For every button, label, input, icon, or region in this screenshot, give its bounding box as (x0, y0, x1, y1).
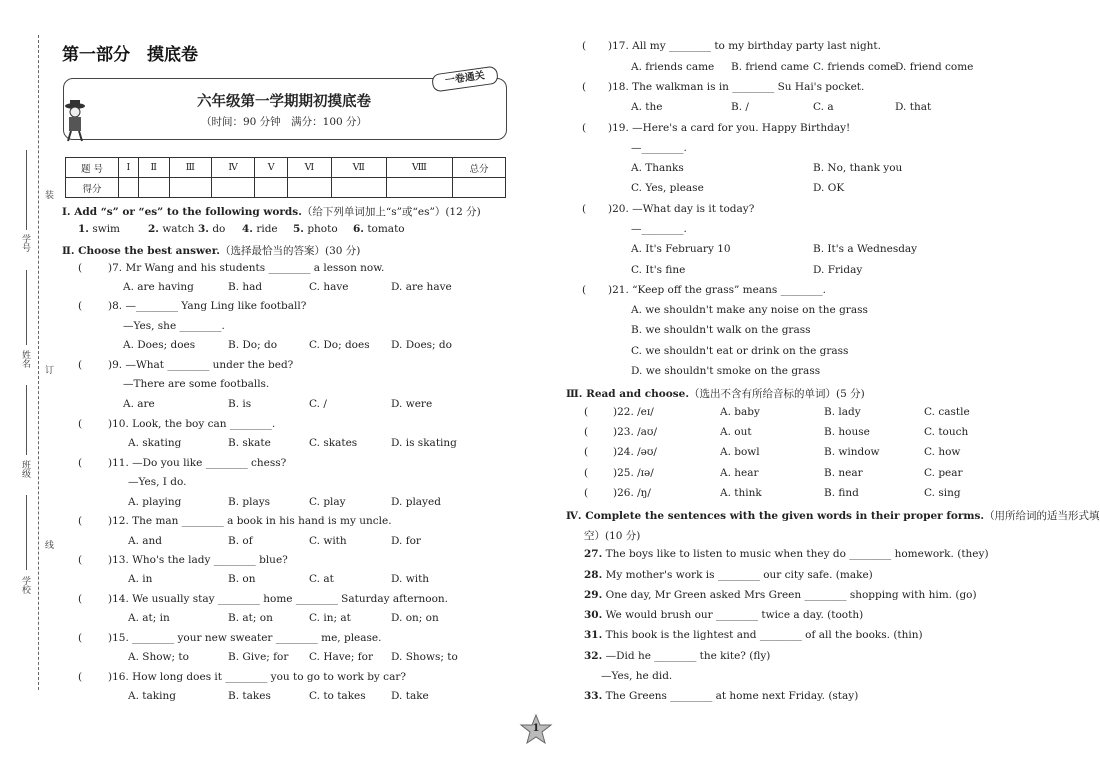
option[interactable]: C. at (309, 573, 334, 585)
option[interactable]: C. sing (924, 487, 961, 499)
option[interactable]: A. playing (128, 496, 182, 508)
option[interactable]: A. Does; does (123, 339, 196, 351)
page-number: 1 (532, 723, 540, 734)
option[interactable]: A. taking (128, 690, 176, 702)
school-blank[interactable] (26, 495, 27, 570)
option[interactable]: C. play (309, 496, 346, 508)
option[interactable]: C. how (924, 446, 961, 458)
exam-title: 六年级第一学期期初摸底卷 (197, 94, 371, 110)
answer-paren[interactable]: ( (582, 81, 587, 93)
option[interactable]: C. skates (309, 437, 358, 449)
option[interactable]: B. lady (824, 406, 861, 418)
section-4-title: Ⅳ. Complete the sentences with the given words in their proper forms. (566, 510, 985, 522)
section-3-heading (566, 386, 865, 401)
question-20: )20. —What day is it today? (608, 203, 755, 215)
score-header-cell: Ⅱ (138, 158, 169, 178)
answer-paren[interactable]: ( (584, 406, 589, 418)
question-9-line2: —There are some footballs. (123, 378, 270, 390)
section-1-heading (62, 204, 481, 219)
option[interactable]: D. were (391, 398, 433, 410)
option[interactable]: B. near (824, 467, 863, 479)
answer-paren[interactable]: ( (584, 487, 589, 499)
section-1-title-cn: （给下列单词加上“s”或“es”）(12 分) (301, 206, 481, 218)
question-15: )15. ________ your new sweater ________ me, please. (108, 632, 382, 644)
score-header-cell: Ⅲ (169, 158, 211, 178)
option[interactable]: A. the (631, 101, 663, 113)
score-header-cell: Ⅰ (119, 158, 139, 178)
word-item: 2. watch (148, 223, 195, 235)
question-7: )7. Mr Wang and his students ________ a lesson now. (108, 262, 385, 274)
option[interactable]: A. we shouldn't make any noise on the grass (631, 304, 868, 316)
option[interactable]: A. baby (720, 406, 760, 418)
section-4-title-cn: （用所给词的适当形式填 (984, 510, 1100, 522)
answer-paren[interactable]: ( (582, 122, 587, 134)
question-33: 33. The Greens ________ at home next Friday. (stay) (584, 690, 859, 702)
answer-paren[interactable]: ( (582, 284, 587, 296)
option[interactable]: B. plays (228, 496, 271, 508)
option[interactable]: A. and (128, 535, 163, 547)
option[interactable]: B. friend came (731, 61, 810, 73)
question-23: )23. /aʊ/ (613, 426, 657, 438)
question-27: 27. The boys like to listen to music when they do ________ homework. (they) (584, 548, 989, 560)
option[interactable]: D. for (391, 535, 421, 547)
option[interactable]: B. find (824, 487, 859, 499)
option[interactable]: C. in; at (309, 612, 351, 624)
option[interactable]: D. friend come (895, 61, 974, 73)
option[interactable]: B. / (731, 101, 749, 113)
binding-line (38, 35, 39, 690)
option[interactable]: A. think (720, 487, 762, 499)
question-32: 32. —Did he ________ the kite? (fly) (584, 650, 771, 662)
answer-paren[interactable]: ( (584, 446, 589, 458)
option[interactable]: D. that (895, 101, 932, 113)
option[interactable]: C. castle (924, 406, 970, 418)
answer-paren[interactable]: ( (78, 359, 83, 371)
option[interactable]: D. on; on (391, 612, 439, 624)
question-16: )16. How long does it ________ you to go to work by car? (108, 671, 406, 683)
section-4-heading (566, 508, 1100, 523)
answer-paren[interactable]: ( (78, 300, 83, 312)
option[interactable]: C. Yes, please (631, 182, 704, 194)
option[interactable]: D. take (391, 690, 429, 702)
section-3-title: Ⅲ. Read and choose. (566, 388, 690, 400)
student-id-blank[interactable] (26, 150, 27, 230)
score-header-row (66, 158, 506, 178)
gutter-xuexiao: 学校 (20, 576, 30, 594)
gutter-zhuang: 装 (43, 190, 53, 199)
gutter-xuehao: 学号 (20, 234, 30, 252)
question-21: )21. “Keep off the grass” means ________. (608, 284, 826, 296)
word-item: 5. photo (293, 223, 338, 235)
word-item: 1. swim (78, 223, 121, 235)
word-item: 4. ride (242, 223, 278, 235)
score-table (65, 157, 506, 198)
section-3-title-cn: （选出不含有所给音标的单词）(5 分) (689, 388, 865, 400)
question-26: )26. /ŋ/ (613, 487, 651, 499)
score-header-cell: Ⅵ (288, 158, 332, 178)
option[interactable]: D. OK (813, 182, 845, 194)
option[interactable]: B. of (228, 535, 253, 547)
option[interactable]: A. Show; to (128, 651, 189, 663)
score-header-cell: 总分 (453, 158, 506, 178)
option[interactable]: A. out (720, 426, 752, 438)
option[interactable]: D. Shows; to (391, 651, 458, 663)
word-item: 3. do (198, 223, 226, 235)
option[interactable]: A. It's February 10 (631, 243, 731, 255)
option[interactable]: D. are have (391, 281, 452, 293)
answer-paren[interactable]: ( (582, 40, 587, 52)
question-9: )9. —What ________ under the bed? (108, 359, 294, 371)
question-12: )12. The man ________ a book in his hand is my uncle. (108, 515, 392, 527)
question-11-line2: —Yes, I do. (128, 476, 187, 488)
option[interactable]: C. Do; does (309, 339, 370, 351)
option[interactable]: C. with (309, 535, 347, 547)
question-30: 30. We would brush our ________ twice a day. (tooth) (584, 609, 864, 621)
section-1-title: Ⅰ. Add “s” or “es” to the following words. (62, 206, 302, 218)
option[interactable]: D. with (391, 573, 430, 585)
question-29: 29. One day, Mr Green asked Mrs Green ________ shopping with him. (go) (584, 589, 977, 601)
question-19: )19. —Here's a card for you. Happy Birthday! (608, 122, 851, 134)
option[interactable]: C. / (309, 398, 327, 410)
score-cell[interactable] (331, 178, 386, 198)
answer-paren[interactable]: ( (582, 203, 587, 215)
score-header-cell: Ⅳ (211, 158, 255, 178)
option[interactable]: D. Friday (813, 264, 863, 276)
answer-paren[interactable]: ( (78, 671, 83, 683)
question-25: )25. /ɪə/ (613, 467, 654, 479)
option[interactable]: C. It's fine (631, 264, 686, 276)
option[interactable]: B. at; on (228, 612, 273, 624)
option[interactable]: C. friends come (813, 61, 897, 73)
question-11: )11. —Do you like ________ chess? (108, 457, 287, 469)
gutter-xian: 线 (43, 540, 53, 549)
question-18: )18. The walkman is in ________ Su Hai's pocket. (608, 81, 865, 93)
score-label: 得分 (66, 178, 119, 198)
question-10: )10. Look, the boy can ________. (108, 418, 276, 430)
score-cell[interactable] (288, 178, 332, 198)
option[interactable]: A. skating (128, 437, 182, 449)
question-13: )13. Who's the lady ________ blue? (108, 554, 288, 566)
score-header-cell: Ⅷ (386, 158, 452, 178)
score-cell[interactable] (211, 178, 255, 198)
question-8: )8. —________ Yang Ling like football? (108, 300, 307, 312)
option[interactable]: B. is (228, 398, 252, 410)
gutter-ding: 订 (43, 365, 53, 374)
option[interactable]: A. are (123, 398, 155, 410)
question-28: 28. My mother's work is ________ our city safe. (make) (584, 569, 873, 581)
option[interactable]: B. we shouldn't walk on the grass (631, 324, 811, 336)
question-8-line2: —Yes, she ________. (123, 320, 225, 332)
option[interactable]: B. window (824, 446, 880, 458)
gutter-banji: 班级 (20, 460, 30, 478)
option[interactable]: C. we shouldn't eat or drink on the grass (631, 345, 849, 357)
score-row (66, 178, 506, 198)
section-4-title-cn-2: 空）(10 分) (584, 530, 641, 542)
section-2-title-cn: （选择最恰当的答案）(30 分) (219, 245, 361, 257)
answer-paren[interactable]: ( (78, 515, 83, 527)
class-blank[interactable] (26, 385, 27, 455)
section-2-heading (62, 243, 360, 258)
answer-paren[interactable]: ( (78, 632, 83, 644)
option[interactable]: B. on (228, 573, 256, 585)
option[interactable]: B. Give; for (228, 651, 289, 663)
option[interactable]: A. are having (123, 281, 194, 293)
option[interactable]: C. have (309, 281, 349, 293)
option[interactable]: A. in (128, 573, 153, 585)
section-2-title: Ⅱ. Choose the best answer. (62, 245, 220, 257)
question-24: )24. /əʊ/ (613, 446, 657, 458)
score-cell[interactable] (255, 178, 288, 198)
option[interactable]: B. Do; do (228, 339, 278, 351)
option[interactable]: C. pear (924, 467, 963, 479)
option[interactable]: D. played (391, 496, 441, 508)
option[interactable]: A. hear (720, 467, 759, 479)
option[interactable]: C. a (813, 101, 834, 113)
option[interactable]: C. to takes (309, 690, 366, 702)
answer-paren[interactable]: ( (78, 262, 83, 274)
option[interactable]: A. friends came (631, 61, 715, 73)
option[interactable]: B. skate (228, 437, 271, 449)
question-14: )14. We usually stay ________ home ________ Saturday afternoon. (108, 593, 448, 605)
score-header-cell: Ⅶ (331, 158, 386, 178)
question-17: )17. All my ________ to my birthday party last night. (608, 40, 881, 52)
exam-subtitle: （时间：90 分钟 满分：100 分） (200, 116, 368, 128)
option[interactable]: C. Have; for (309, 651, 373, 663)
name-blank[interactable] (26, 270, 27, 345)
answer-paren[interactable]: ( (584, 467, 589, 479)
gutter-xingming: 姓名 (20, 350, 30, 368)
part-title: 第一部分 摸底卷 (62, 45, 198, 65)
option[interactable]: A. Thanks (631, 162, 684, 174)
answer-paren[interactable]: ( (78, 457, 83, 469)
option[interactable]: D. Does; do (391, 339, 452, 351)
option[interactable]: C. touch (924, 426, 969, 438)
question-22: )22. /eɪ/ (613, 406, 654, 418)
option[interactable]: B. No, thank you (813, 162, 903, 174)
option[interactable]: A. at; in (128, 612, 170, 624)
answer-paren[interactable]: ( (78, 554, 83, 566)
answer-paren[interactable]: ( (78, 593, 83, 605)
option[interactable]: B. It's a Wednesday (813, 243, 918, 255)
option[interactable]: D. we shouldn't smoke on the grass (631, 365, 821, 377)
score-cell[interactable] (386, 178, 452, 198)
option[interactable]: B. had (228, 281, 263, 293)
answer-paren[interactable]: ( (584, 426, 589, 438)
answer-paren[interactable]: ( (78, 418, 83, 430)
question-31: 31. This book is the lightest and ________ of all the books. (thin) (584, 629, 923, 641)
option[interactable]: A. bowl (720, 446, 760, 458)
question-19-line2: —________. (631, 142, 687, 154)
option[interactable]: B. house (824, 426, 870, 438)
option[interactable]: D. is skating (391, 437, 457, 449)
score-header-cell: 题 号 (66, 158, 119, 178)
score-header-cell: Ⅴ (255, 158, 288, 178)
badge: 一卷通关 (431, 65, 499, 92)
question-32-line2: —Yes, he did. (601, 670, 673, 682)
score-cell[interactable] (453, 178, 506, 198)
question-20-line2: —________. (631, 223, 687, 235)
word-item: 6. tomato (353, 223, 405, 235)
option[interactable]: B. takes (228, 690, 271, 702)
score-cell[interactable] (119, 178, 139, 198)
score-cell[interactable] (169, 178, 211, 198)
score-cell[interactable] (138, 178, 169, 198)
